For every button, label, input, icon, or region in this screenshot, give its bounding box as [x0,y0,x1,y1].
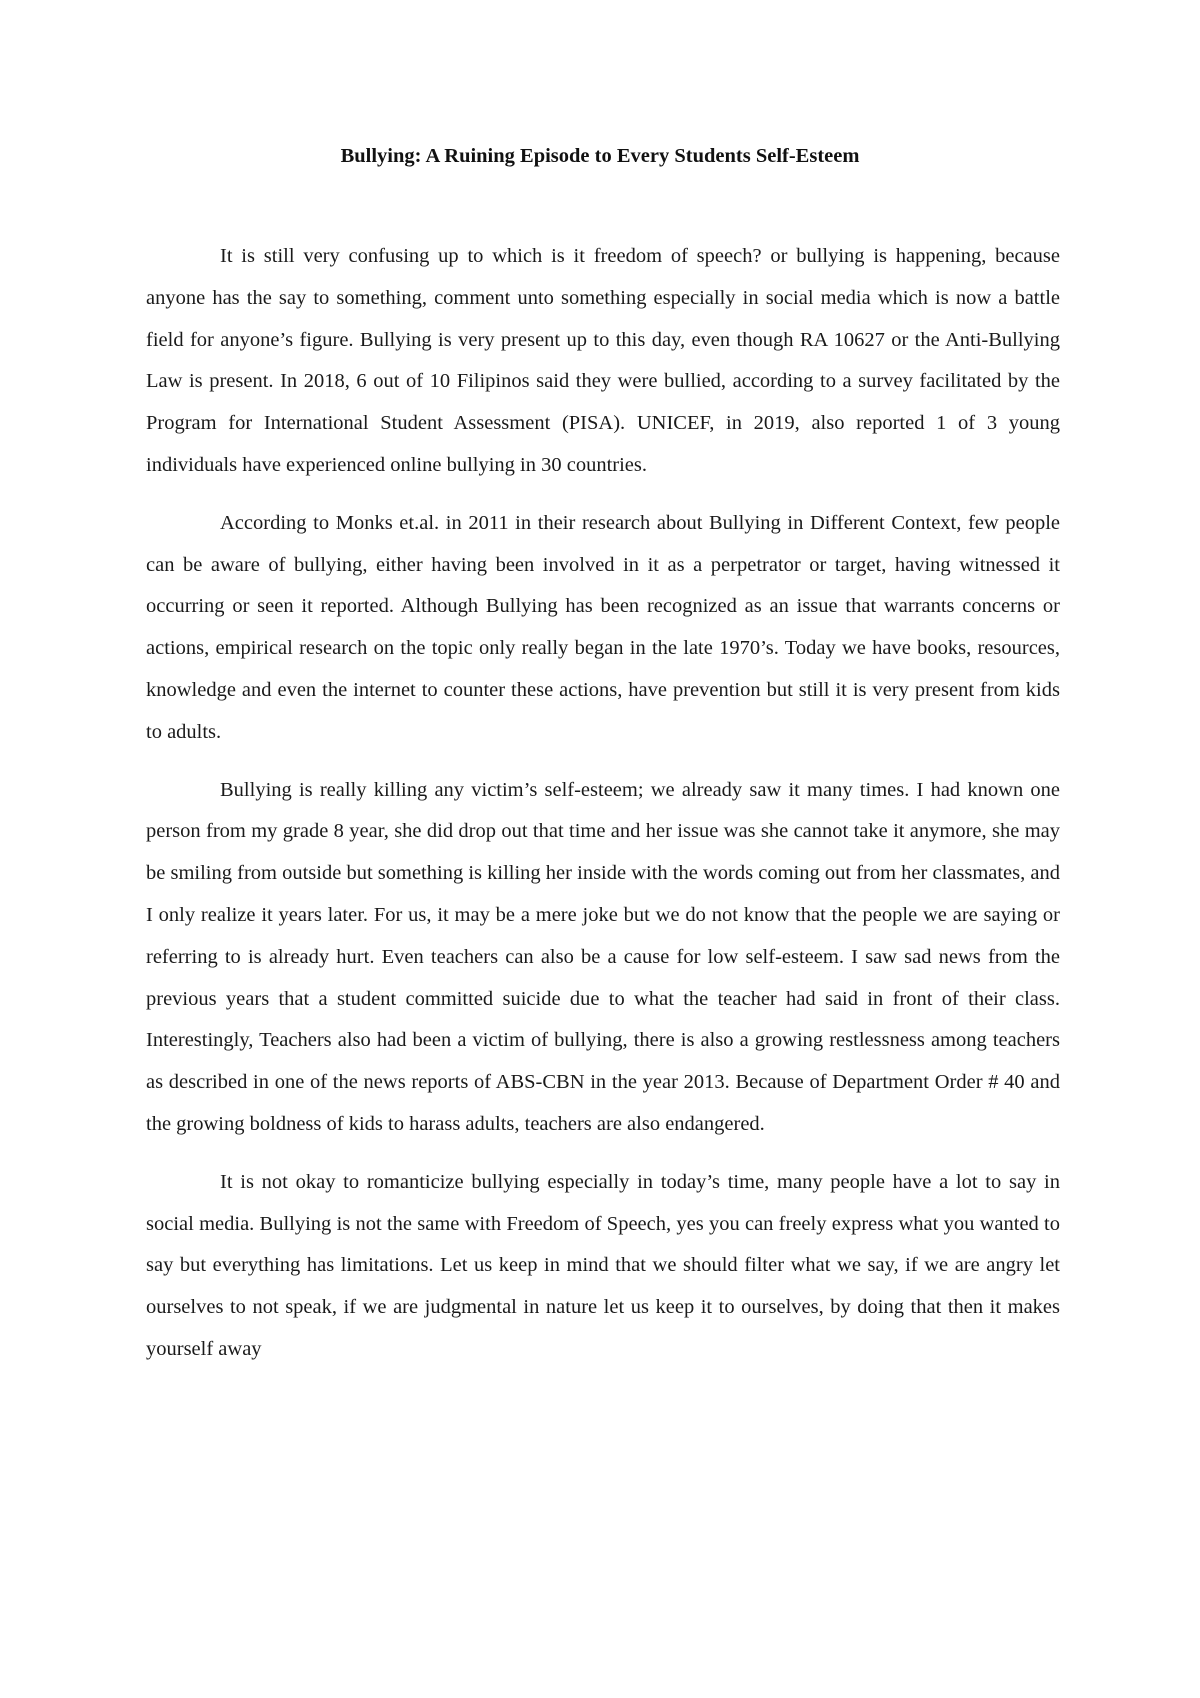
document-title: Bullying: A Ruining Episode to Every Students Self-Esteem [340,145,860,167]
paragraph-4: It is not okay to romanticize bullying especially in today’s time, many people have a lot to say in social media. Bullying is not the same with Freedom of Speech, yes you can freely express what you wanted to say but everything has limitations. Let us keep in mind that we should filter what we say, if we are angry let ourselves to not speak, if we are judgmental in nature let us keep it to ourselves, by doing that then it makes yourself away [146,1170,1060,1360]
paragraph-2: According to Monks et.al. in 2011 in their research about Bullying in Different Context, few people can be aware of bullying, either having been involved in it as a perpetrator or target, having witnessed it occurring or seen it reported. Although Bullying has been recognized as an issue that warrants concerns or actions, empirical research on the topic only really began in the late 1970’s. Today we have books, resources, knowledge and even the internet to counter these actions, have prevention but still it is very present from kids to adults. [146,511,1060,743]
paragraph-3: Bullying is really killing any victim’s self-esteem; we already saw it many times. I had known one person from my grade 8 year, she did drop out that time and her issue was she cannot take it anymore, she may be smiling from outside but something is killing her inside with the words coming out from her classmates, and I only realize it years later. For us, it may be a mere joke but we do not know that the people we are saying or referring to is already hurt. Even teachers can also be a cause for low self-esteem. I saw sad news from the previous years that a student committed suicide due to what the teacher had said in front of their class. Interestingly, Teachers also had been a victim of bullying, there is also a growing restlessness among teachers as described in one of the news reports of ABS-CBN in the year 2013. Because of Department Order # 40 and the growing boldness of kids to harass adults, teachers are also endangered. [146,778,1060,1135]
document-body [146,236,1060,1371]
paragraph-1: It is still very confusing up to which is it freedom of speech? or bullying is happening, because anyone has the say to something, comment unto something especially in social media which is now a battle field for anyone’s figure. Bullying is very present up to this day, even though RA 10627 or the Anti-Bullying Law is present. In 2018, 6 out of 10 Filipinos said they were bullied, according to a survey facilitated by the Program for International Student Assessment (PISA). UNICEF, in 2019, also reported 1 of 3 young individuals have experienced online bullying in 30 countries. [146,245,1060,476]
